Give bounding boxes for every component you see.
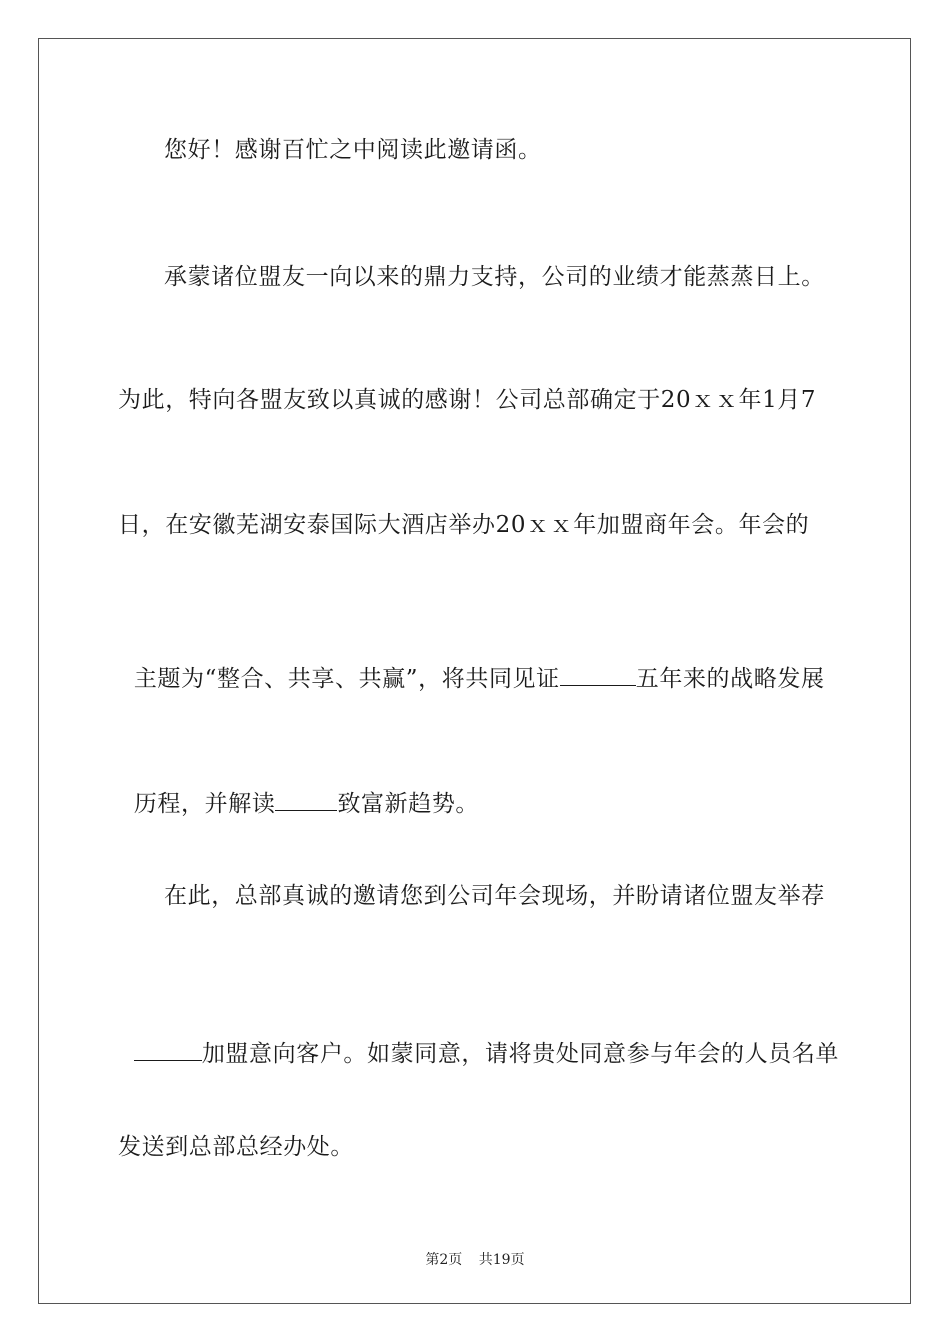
paragraph-text: 主题为“整合、共享、共赢”，将共同见证 xyxy=(133,666,560,692)
fill-in-blank xyxy=(275,788,337,811)
paragraph-line xyxy=(118,1008,838,1069)
paragraph-line xyxy=(118,633,838,694)
page-footer xyxy=(0,1249,950,1269)
page-number: 第2页 xyxy=(425,1252,463,1268)
paragraph-text: 五年来的战略发展 xyxy=(635,666,825,692)
paragraph-line: 承蒙诸位盟友一向以来的鼎力支持，公司的业绩才能蒸蒸日上。 xyxy=(164,264,825,290)
paragraph-line: 日，在安徽芜湖安泰国际大酒店举办20ｘｘ年加盟商年会。年会的 xyxy=(118,512,810,538)
paragraph-text: 致富新趋势。 xyxy=(337,791,480,817)
paragraph-text: 历程，并解读 xyxy=(133,791,276,817)
page-total: 共19页 xyxy=(478,1252,525,1268)
paragraph-line: 在此，总部真诚的邀请您到公司年会现场，并盼请诸位盟友举荐 xyxy=(164,883,825,909)
paragraph-line: 发送到总部总经办处。 xyxy=(118,1134,354,1160)
fill-in-blank xyxy=(134,1038,202,1061)
paragraph-line: 为此，特向各盟友致以真诚的感谢！公司总部确定于20ｘｘ年1月7 xyxy=(118,387,817,413)
paragraph-line xyxy=(118,758,838,819)
fill-in-blank xyxy=(560,663,636,686)
paragraph-text: 加盟意向客户。如蒙同意，请将贵处同意参与年会的人员名单 xyxy=(201,1041,840,1067)
greeting-line: 您好！感谢百忙之中阅读此邀请函。 xyxy=(164,137,542,163)
